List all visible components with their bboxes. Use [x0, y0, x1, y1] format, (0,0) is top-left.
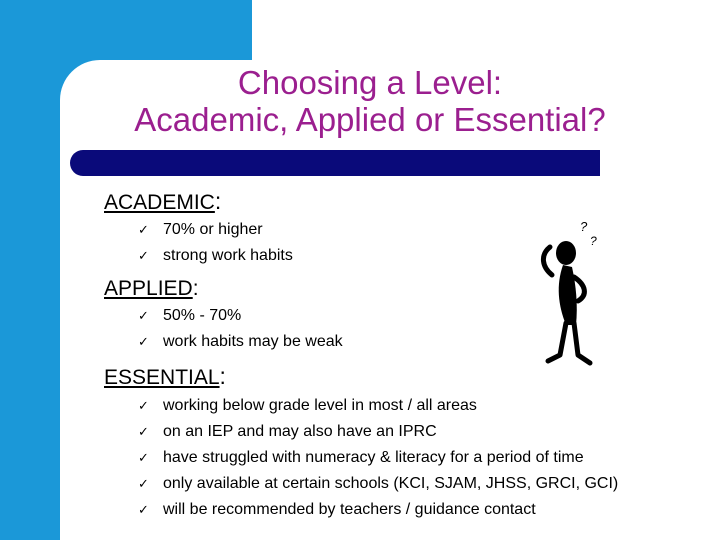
- check-mark-icon: ✓: [138, 222, 149, 237]
- check-mark-icon: ✓: [138, 308, 149, 323]
- check-mark-icon: ✓: [138, 450, 149, 465]
- section-heading-essential: ESSENTIAL:: [104, 363, 226, 389]
- svg-text:?: ?: [580, 219, 588, 234]
- section-heading-applied: APPLIED:: [104, 277, 199, 300]
- thinking-stick-figure-icon: [530, 215, 610, 370]
- title-underline-bar: [70, 150, 600, 176]
- check-mark-icon: ✓: [138, 398, 149, 413]
- check-mark-icon: ✓: [138, 248, 149, 263]
- check-mark-icon: ✓: [138, 334, 149, 349]
- title-line-2: Academic, Applied or Essential?: [134, 101, 606, 138]
- check-mark-icon: ✓: [138, 502, 149, 517]
- section-heading-academic: ACADEMIC:: [104, 188, 222, 214]
- slide-title: [60, 64, 680, 138]
- title-line-1: Choosing a Level:: [237, 64, 503, 101]
- svg-text:?: ?: [590, 234, 597, 248]
- check-mark-icon: ✓: [138, 476, 149, 491]
- check-mark-icon: ✓: [138, 424, 149, 439]
